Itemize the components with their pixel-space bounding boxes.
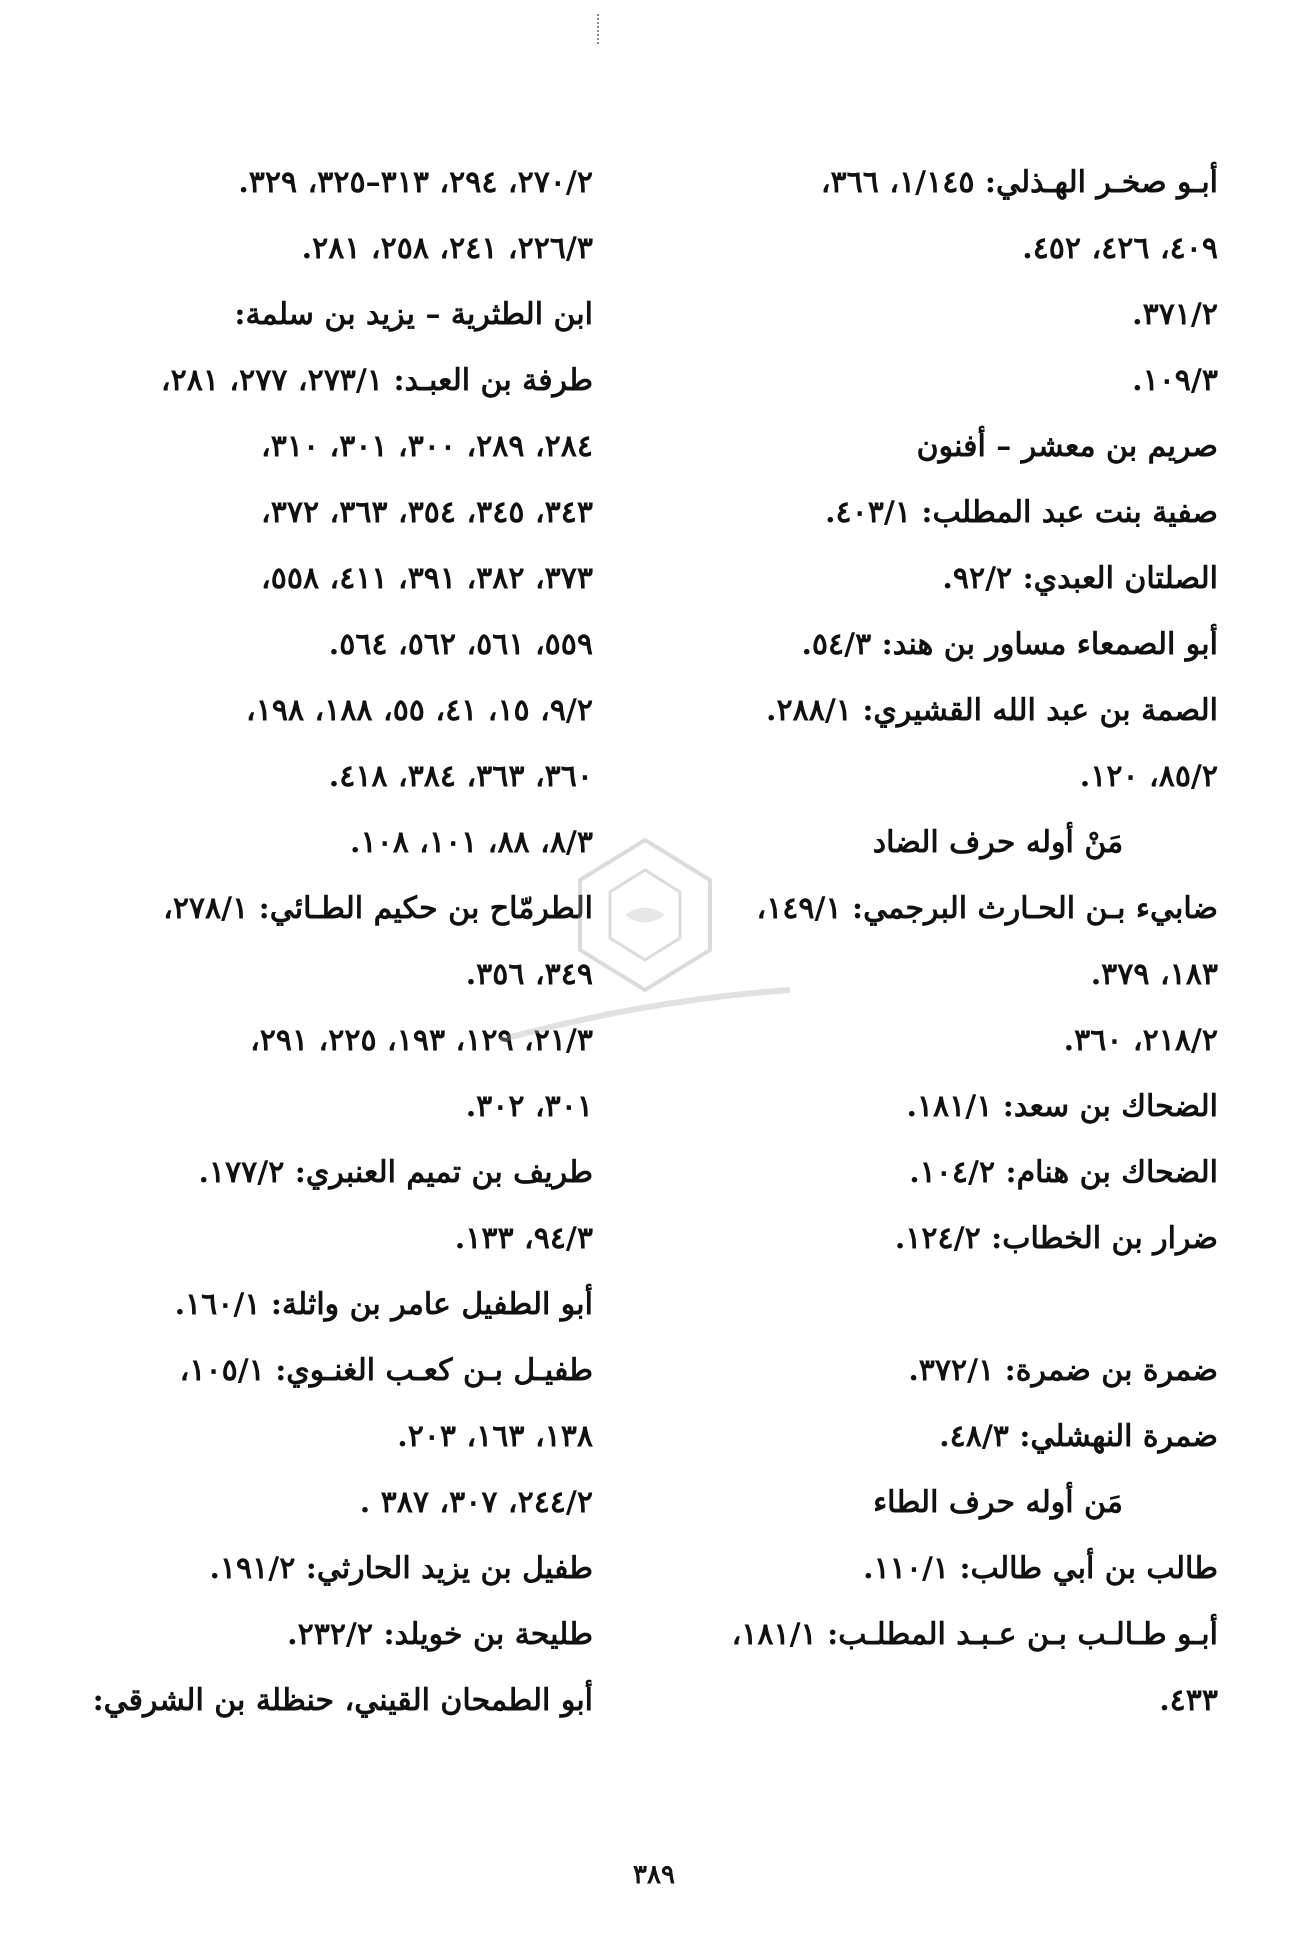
blank-line bbox=[658, 1272, 1218, 1338]
index-line: الضحاك بن هنام: ١٠٤/٢. bbox=[909, 1155, 1218, 1190]
index-line: ٤٣٣. bbox=[1159, 1683, 1218, 1718]
index-line: ٣٠١، ٣٠٢. bbox=[465, 1089, 593, 1124]
index-line: ٢٤٤/٢، ٣٠٧، ٣٨٧ . bbox=[359, 1485, 593, 1520]
index-line: ٣٧٣، ٣٨٢، ٣٩١، ٤١١، ٥٥٨، bbox=[261, 561, 593, 596]
index-line: طالب بن أبي طالب: ١١٠/١. bbox=[863, 1551, 1218, 1586]
index-line: الصلتان العبدي: ٩٢/٢. bbox=[942, 561, 1218, 596]
section-heading: مَنْ أوله حرف الضاد bbox=[872, 825, 1124, 860]
index-line: أبو الصمعاء مساور بن هند: ٥٤/٣. bbox=[801, 627, 1218, 662]
index-line: صريم بن معشر – أفنون bbox=[916, 429, 1218, 464]
index-line: ٣٤٣، ٣٤٥، ٣٥٤، ٣٦٣، ٣٧٢، bbox=[261, 495, 593, 530]
index-line: ١٠٩/٣. bbox=[1132, 363, 1218, 398]
index-line: الضحاك بن سعد: ١٨١/١. bbox=[906, 1089, 1218, 1124]
index-line: ضرار بن الخطاب: ١٢٤/٢. bbox=[894, 1221, 1218, 1256]
page-number: ٣٨٩ bbox=[633, 1860, 675, 1890]
index-line: ٢٢٦/٣، ٢٤١، ٢٥٨، ٢٨١. bbox=[301, 231, 593, 266]
index-line: ضمرة بن ضمرة: ٣٧٢/١. bbox=[908, 1353, 1218, 1388]
index-line: ٢٨٤، ٢٨٩، ٣٠٠، ٣٠١، ٣١٠، bbox=[261, 429, 593, 464]
index-line: ٣٦٠، ٣٦٣، ٣٨٤، ٤١٨. bbox=[328, 759, 593, 794]
index-line: ١٣٨، ١٦٣، ٢٠٣. bbox=[397, 1419, 593, 1454]
index-line: ٢٧٠/٢، ٢٩٤، ٣١٣–٣٢٥، ٣٢٩. bbox=[238, 165, 593, 200]
index-line: صفية بنت عبد المطلب: ٤٠٣/١. bbox=[825, 495, 1218, 530]
index-line: أبـو طـالـب بـن عـبـد المطلـب: ١٨١/١، bbox=[731, 1617, 1218, 1652]
index-line: ٩/٢، ١٥، ٤١، ٥٥، ١٨٨، ١٩٨، bbox=[246, 693, 593, 728]
index-line: ابن الطثرية – يزيد بن سلمة: bbox=[234, 297, 593, 332]
index-line: ٤٠٩، ٤٢٦، ٤٥٢. bbox=[1022, 231, 1218, 266]
index-line: الطرمّاح بن حكيم الطـائي: ٢٧٨/١، bbox=[163, 891, 593, 926]
index-line: ٢١٨/٢، ٣٦٠. bbox=[1063, 1023, 1218, 1058]
index-line: طفيـل بـن كعـب الغنـوي: ١٠٥/١، bbox=[179, 1353, 593, 1388]
index-line: ٩٤/٣، ١٣٣. bbox=[454, 1221, 593, 1256]
watermark-logo-icon bbox=[480, 820, 810, 1070]
index-line: أبو الطفيل عامر بن واثلة: ١٦٠/١. bbox=[174, 1287, 593, 1322]
index-line: طليحة بن خويلد: ٢٣٢/٢. bbox=[287, 1617, 593, 1652]
index-line: أبو الطمحان القيني، حنظلة بن الشرقي: bbox=[92, 1683, 593, 1718]
index-line: ٣٧١/٢. bbox=[1132, 297, 1218, 332]
index-line: طريف بن تميم العنبري: ١٧٧/٢. bbox=[198, 1155, 593, 1190]
index-line: طرفة بن العبـد: ٢٧٣/١، ٢٧٧، ٢٨١، bbox=[160, 363, 593, 398]
index-line: الصمة بن عبد الله القشيري: ٢٨٨/١. bbox=[766, 693, 1218, 728]
index-line: ٨٥/٢، ١٢٠. bbox=[1079, 759, 1218, 794]
index-line: ضابيء بـن الحـارث البرجمي: ١٤٩/١، bbox=[756, 891, 1218, 926]
index-line: أبـو صخـر الهـذلي: ١/١٤٥، ٣٦٦، bbox=[820, 165, 1218, 200]
index-line: ٢١/٣، ١٢٩، ١٩٣، ٢٢٥، ٢٩١، bbox=[250, 1023, 593, 1058]
index-line: ضمرة النهشلي: ٤٨/٣. bbox=[939, 1419, 1218, 1454]
scan-mark bbox=[597, 14, 601, 44]
index-line: طفيل بن يزيد الحارثي: ١٩١/٢. bbox=[209, 1551, 593, 1586]
index-line: ٨/٣، ٨٨، ١٠١، ١٠٨. bbox=[350, 825, 593, 860]
index-line: ٥٥٩، ٥٦١، ٥٦٢، ٥٦٤. bbox=[328, 627, 593, 662]
section-heading: مَن أوله حرف الطاء bbox=[873, 1485, 1123, 1520]
index-line: ١٨٣، ٣٧٩. bbox=[1090, 957, 1218, 992]
index-line: ٣٤٩، ٣٥٦. bbox=[465, 957, 593, 992]
